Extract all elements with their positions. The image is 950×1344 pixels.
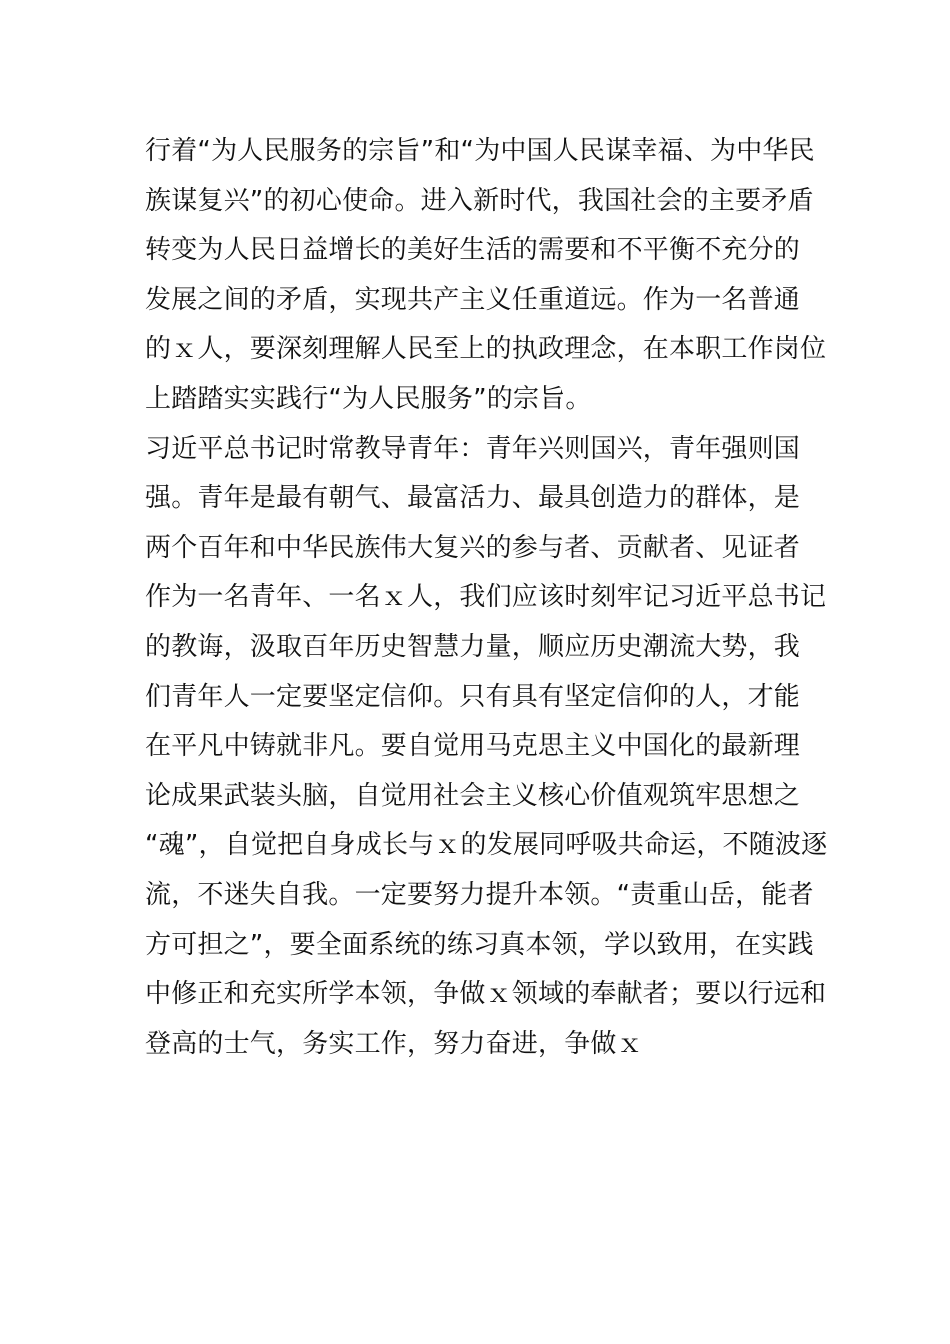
text-line-18: 中修正和充实所学本领，争做ｘ领域的奉献者；要以行远和	[145, 979, 827, 1010]
body-text	[145, 127, 828, 1069]
text-line-14: 论成果武装头脑，自觉用社会主义核心价值观筑牢思想之	[145, 780, 801, 811]
text-line-5: 的ｘ人，要深刻理解人民至上的执政理念，在本职工作岗位	[145, 334, 827, 365]
text-line-7: 习近平总书记时常教导青年：青年兴则国兴，青年强则国	[145, 433, 801, 464]
text-line-9: 两个百年和中华民族伟大复兴的参与者、贡献者、见证者	[145, 532, 801, 563]
text-line-10: 作为一名青年、一名ｘ人，我们应该时刻牢记习近平总书记	[145, 582, 827, 613]
text-line-17: 方可担之”，要全面系统的练习真本领，学以致用，在实践	[145, 929, 814, 960]
text-line-11: 的教诲，汲取百年历史智慧力量，顺应历史潮流大势，我	[145, 631, 801, 662]
text-line-1: 行着“为人民服务的宗旨”和“为中国人民谋幸福、为中华民	[145, 136, 815, 166]
text-line-8: 强。青年是最有朝气、最富活力、最具创造力的群体，是	[145, 483, 801, 514]
text-line-3: 转变为人民日益增长的美好生活的需要和不平衡不充分的	[145, 235, 801, 266]
text-line-16: 流，不迷失自我。一定要努力提升本领。“责重山岳，能者	[145, 879, 814, 910]
text-line-2: 族谋复兴”的初心使命。进入新时代，我国社会的主要矛盾	[145, 185, 814, 216]
text-line-4: 发展之间的矛盾，实现共产主义任重道远。作为一名普通	[145, 284, 801, 315]
text-line-19: 登高的士气，务实工作，努力奋进，争做ｘ	[145, 1028, 643, 1059]
text-line-15: “魂”，自觉把自身成长与ｘ的发展同呼吸共命运，不随波逐	[145, 830, 828, 861]
text-line-13: 在平凡中铸就非凡。要自觉用马克思主义中国化的最新理	[145, 731, 801, 762]
text-line-6: 上踏踏实实践行“为人民服务”的宗旨。	[145, 383, 592, 414]
text-line-12: 们青年人一定要坚定信仰。只有具有坚定信仰的人，才能	[145, 681, 801, 712]
